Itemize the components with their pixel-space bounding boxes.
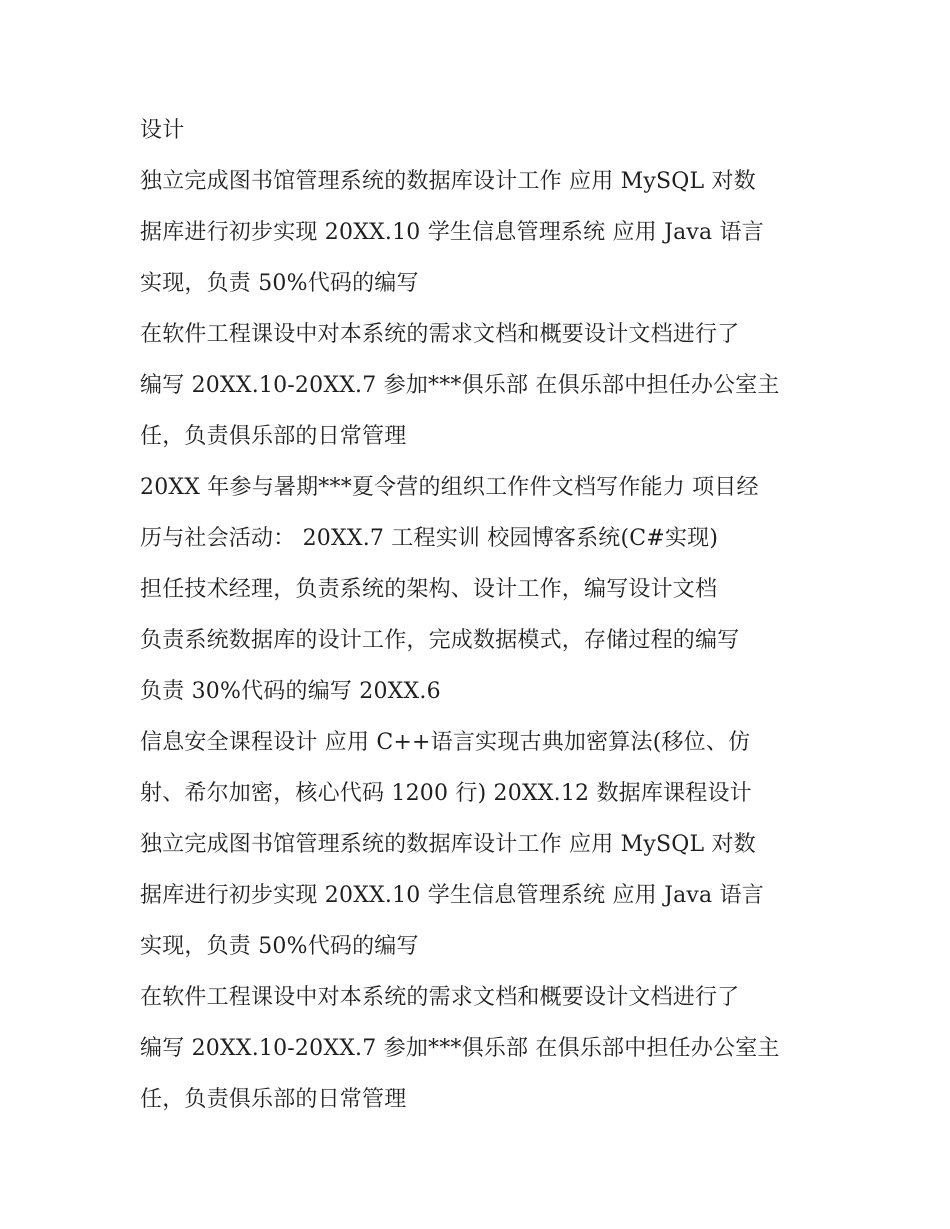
text-line: 射、希尔加密，核心代码 1200 行) 20XX.12 数据库课程设计 [140,781,752,806]
text-line: 历与社会活动： 20XX.7 工程实训 校园博客系统(C#实现) [140,526,719,551]
text-line: 20XX 年参与暑期***夏令营的组织工作件文档写作能力 项目经 [140,475,759,500]
text-line: 独立完成图书馆管理系统的数据库设计工作 应用 MySQL 对数 [140,832,756,857]
text-line: 在软件工程课设中对本系统的需求文档和概要设计文档进行了 [140,985,740,1010]
text-line: 负责系统数据库的设计工作，完成数据模式，存储过程的编写 [140,628,740,653]
text-line: 实现，负责 50%代码的编写 [140,934,419,959]
text-line: 在软件工程课设中对本系统的需求文档和概要设计文档进行了 [140,322,740,347]
text-line: 任，负责俱乐部的日常管理 [140,1087,407,1112]
document-text [140,105,820,1125]
text-line: 任，负责俱乐部的日常管理 [140,424,407,449]
text-line: 据库进行初步实现 20XX.10 学生信息管理系统 应用 Java 语言 [140,220,764,245]
text-line: 负责 30%代码的编写 20XX.6 [140,679,441,704]
text-line: 实现，负责 50%代码的编写 [140,271,419,296]
text-line: 设计 [140,118,185,143]
text-line: 编写 20XX.10-20XX.7 参加***俱乐部 在俱乐部中担任办公室主 [140,1036,780,1061]
text-line: 信息安全课程设计 应用 C++语言实现古典加密算法(移位、仿 [140,730,751,755]
text-line: 独立完成图书馆管理系统的数据库设计工作 应用 MySQL 对数 [140,169,756,194]
text-line: 编写 20XX.10-20XX.7 参加***俱乐部 在俱乐部中担任办公室主 [140,373,780,398]
text-line: 据库进行初步实现 20XX.10 学生信息管理系统 应用 Java 语言 [140,883,764,908]
text-line: 担任技术经理，负责系统的架构、设计工作，编写设计文档 [140,577,718,602]
